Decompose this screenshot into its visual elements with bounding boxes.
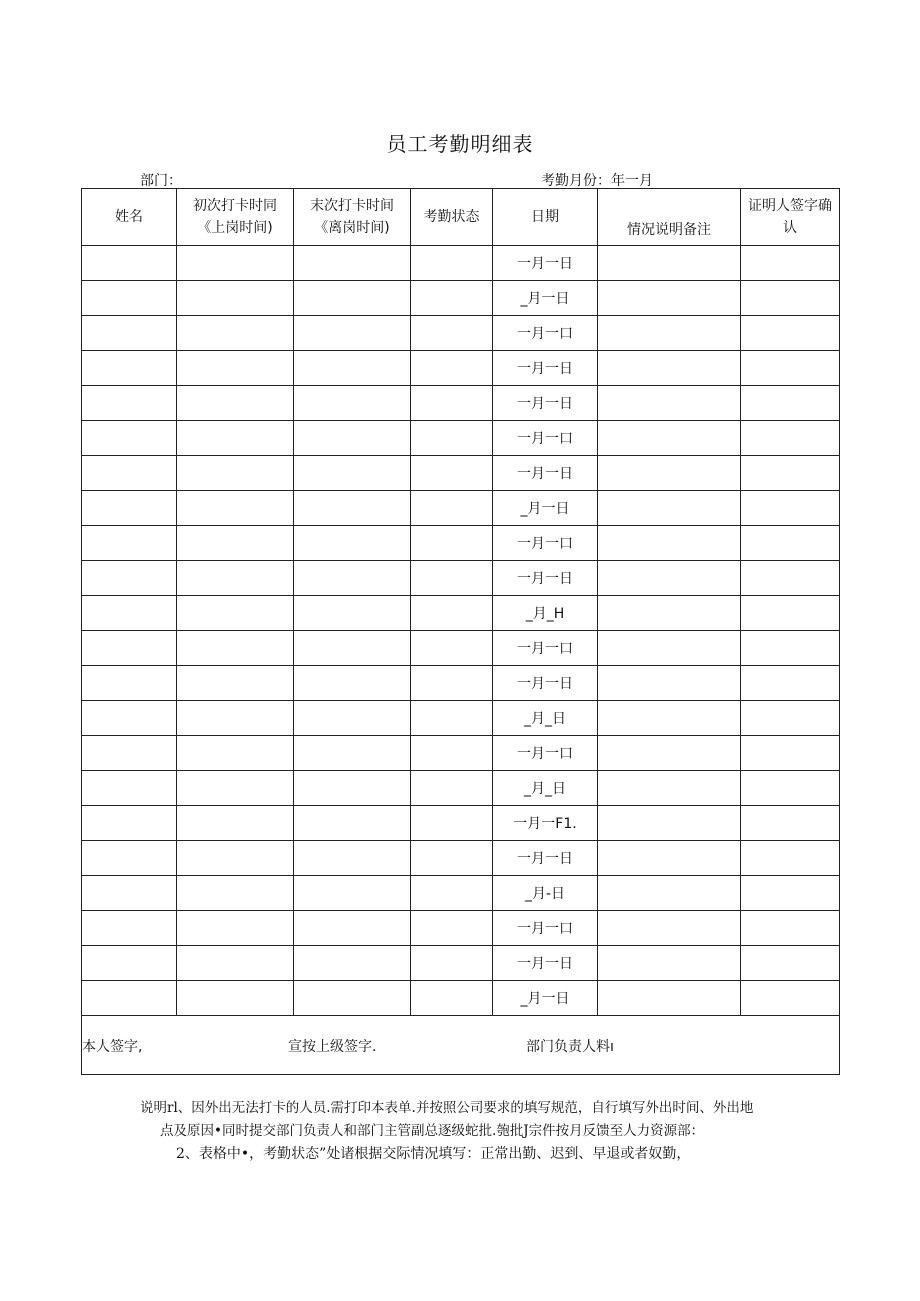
status-cell[interactable]: [411, 316, 493, 351]
col-date: 日期: [493, 189, 598, 246]
name-cell[interactable]: [82, 666, 177, 701]
first-punch-cell[interactable]: [177, 806, 294, 841]
last-punch-cell[interactable]: [294, 316, 411, 351]
date-cell: _月一日: [493, 981, 598, 1016]
first-punch-cell[interactable]: [177, 701, 294, 736]
table-row: [82, 456, 840, 491]
remarks-cell[interactable]: [598, 561, 741, 596]
name-cell[interactable]: [82, 281, 177, 316]
status-cell[interactable]: [411, 561, 493, 596]
name-cell[interactable]: [82, 561, 177, 596]
remarks-cell[interactable]: [598, 771, 741, 806]
witness-cell[interactable]: [741, 386, 840, 421]
last-punch-cell[interactable]: [294, 946, 411, 981]
name-cell[interactable]: [82, 806, 177, 841]
witness-cell[interactable]: [741, 456, 840, 491]
remarks-cell[interactable]: [598, 841, 741, 876]
remarks-cell[interactable]: [598, 386, 741, 421]
status-cell[interactable]: [411, 666, 493, 701]
table-row: [82, 946, 840, 981]
status-cell[interactable]: [411, 911, 493, 946]
first-punch-cell[interactable]: [177, 351, 294, 386]
remarks-cell[interactable]: [598, 281, 741, 316]
name-cell[interactable]: [82, 316, 177, 351]
status-cell[interactable]: [411, 771, 493, 806]
first-punch-cell[interactable]: [177, 561, 294, 596]
remarks-cell[interactable]: [598, 526, 741, 561]
first-punch-cell[interactable]: [177, 491, 294, 526]
status-cell[interactable]: [411, 736, 493, 771]
date-cell: 一月一日: [493, 666, 598, 701]
first-punch-cell[interactable]: [177, 421, 294, 456]
status-cell[interactable]: [411, 631, 493, 666]
witness-cell[interactable]: [741, 841, 840, 876]
first-punch-cell[interactable]: [177, 841, 294, 876]
witness-cell[interactable]: [741, 806, 840, 841]
date-cell: _月-日: [493, 876, 598, 911]
date-cell: 一月一F1.: [493, 806, 598, 841]
first-punch-cell[interactable]: [177, 281, 294, 316]
col-status: 考勤状态: [411, 189, 493, 246]
name-cell[interactable]: [82, 771, 177, 806]
table-row: [82, 666, 840, 701]
last-punch-cell[interactable]: [294, 246, 411, 281]
date-cell: 一月一口: [493, 631, 598, 666]
first-punch-cell[interactable]: [177, 246, 294, 281]
witness-cell[interactable]: [741, 246, 840, 281]
name-cell[interactable]: [82, 631, 177, 666]
remarks-cell[interactable]: [598, 316, 741, 351]
dept-head-signature-label: 部门负责人料ı: [526, 1039, 614, 1055]
first-punch-cell[interactable]: [177, 526, 294, 561]
witness-cell[interactable]: [741, 876, 840, 911]
witness-cell[interactable]: [741, 526, 840, 561]
table-row: [82, 561, 840, 596]
last-punch-cell[interactable]: [294, 771, 411, 806]
remarks-cell[interactable]: [598, 456, 741, 491]
note-line-3: 2、表格中•，考勤状态”处诸根据交际情况填写：正常出勤、迟到、早退或者奴勤，: [176, 1146, 691, 1162]
witness-cell[interactable]: [741, 491, 840, 526]
supervisor-signature-label: 宣按上级签字.: [288, 1039, 377, 1055]
first-punch-cell[interactable]: [177, 771, 294, 806]
witness-cell[interactable]: [741, 981, 840, 1016]
signature-row: [82, 1016, 840, 1075]
witness-cell[interactable]: [741, 316, 840, 351]
name-cell[interactable]: [82, 701, 177, 736]
table-row: [82, 596, 840, 631]
last-punch-cell[interactable]: [294, 666, 411, 701]
date-cell: _月_日: [493, 771, 598, 806]
last-punch-cell[interactable]: [294, 386, 411, 421]
last-punch-cell[interactable]: [294, 456, 411, 491]
date-cell: 一月一日: [493, 561, 598, 596]
status-cell[interactable]: [411, 981, 493, 1016]
name-cell[interactable]: [82, 736, 177, 771]
table-row: [82, 806, 840, 841]
first-punch-cell[interactable]: [177, 946, 294, 981]
status-cell[interactable]: [411, 351, 493, 386]
name-cell[interactable]: [82, 456, 177, 491]
col-last-punch: 末次打卡时间 《离岗时间): [294, 189, 411, 246]
table-row: [82, 386, 840, 421]
first-punch-cell[interactable]: [177, 736, 294, 771]
status-cell[interactable]: [411, 841, 493, 876]
remarks-cell[interactable]: [598, 946, 741, 981]
table-row: [82, 351, 840, 386]
date-cell: 一月一日: [493, 246, 598, 281]
note-line-2: 点及原因•同时提交部门负责人和部门主管副总逐级蛇批.匏批J宗件按月反馈至人力资源部：: [160, 1123, 705, 1139]
department-label: 部门：: [140, 173, 182, 189]
first-punch-cell[interactable]: [177, 876, 294, 911]
table-row: [82, 631, 840, 666]
witness-cell[interactable]: [741, 771, 840, 806]
col-remarks: 情况说明备注: [598, 189, 741, 246]
first-punch-cell[interactable]: [177, 631, 294, 666]
remarks-cell[interactable]: [598, 421, 741, 456]
witness-cell[interactable]: [741, 911, 840, 946]
last-punch-cell[interactable]: [294, 631, 411, 666]
page-title: 员工考勤明细表: [386, 132, 534, 156]
last-punch-cell[interactable]: [294, 876, 411, 911]
name-cell[interactable]: [82, 421, 177, 456]
remarks-cell[interactable]: [598, 491, 741, 526]
col-first-punch: 初次打卡时同 《上岗时间): [177, 189, 294, 246]
first-punch-cell[interactable]: [177, 596, 294, 631]
note-line-1: 说明rl、因外出无法打卡的人员.需打印本表单.并按照公司要求的填写规范，自行填写外出时间、外出地: [140, 1100, 754, 1116]
last-punch-cell[interactable]: [294, 981, 411, 1016]
status-cell[interactable]: [411, 281, 493, 316]
remarks-cell[interactable]: [598, 701, 741, 736]
status-cell[interactable]: [411, 246, 493, 281]
remarks-cell[interactable]: [598, 876, 741, 911]
table-row: [82, 841, 840, 876]
status-cell[interactable]: [411, 596, 493, 631]
status-cell[interactable]: [411, 421, 493, 456]
remarks-cell[interactable]: [598, 736, 741, 771]
table-row: [82, 911, 840, 946]
date-cell: 一月一口: [493, 911, 598, 946]
status-cell[interactable]: [411, 876, 493, 911]
status-cell[interactable]: [411, 526, 493, 561]
witness-cell[interactable]: [741, 666, 840, 701]
attendance-table: [81, 188, 840, 1075]
date-cell: 一月一日: [493, 456, 598, 491]
table-row: [82, 876, 840, 911]
witness-cell[interactable]: [741, 561, 840, 596]
name-cell[interactable]: [82, 876, 177, 911]
table-row: [82, 526, 840, 561]
status-cell[interactable]: [411, 701, 493, 736]
name-cell[interactable]: [82, 946, 177, 981]
status-cell[interactable]: [411, 386, 493, 421]
name-cell[interactable]: [82, 596, 177, 631]
witness-cell[interactable]: [741, 946, 840, 981]
last-punch-cell[interactable]: [294, 701, 411, 736]
last-punch-cell[interactable]: [294, 526, 411, 561]
name-cell[interactable]: [82, 386, 177, 421]
remarks-cell[interactable]: [598, 631, 741, 666]
witness-cell[interactable]: [741, 736, 840, 771]
status-cell[interactable]: [411, 806, 493, 841]
witness-cell[interactable]: [741, 351, 840, 386]
last-punch-cell[interactable]: [294, 736, 411, 771]
first-punch-cell[interactable]: [177, 666, 294, 701]
table-row: [82, 771, 840, 806]
first-punch-cell[interactable]: [177, 316, 294, 351]
table-row: [82, 491, 840, 526]
status-cell[interactable]: [411, 491, 493, 526]
last-punch-cell[interactable]: [294, 596, 411, 631]
self-signature-label: 本人签字,: [82, 1039, 143, 1055]
witness-cell[interactable]: [741, 281, 840, 316]
status-cell[interactable]: [411, 946, 493, 981]
table-row: [82, 981, 840, 1016]
date-cell: 一月一日: [493, 946, 598, 981]
table-row: [82, 281, 840, 316]
last-punch-cell[interactable]: [294, 561, 411, 596]
last-punch-cell[interactable]: [294, 421, 411, 456]
witness-cell[interactable]: [741, 631, 840, 666]
month-label: 考勤月份：年一月: [541, 173, 653, 189]
witness-cell[interactable]: [741, 596, 840, 631]
col-name: 姓名: [82, 189, 177, 246]
date-cell: 一月一口: [493, 736, 598, 771]
table-row: [82, 316, 840, 351]
name-cell[interactable]: [82, 246, 177, 281]
name-cell[interactable]: [82, 491, 177, 526]
date-cell: _月一日: [493, 491, 598, 526]
last-punch-cell[interactable]: [294, 351, 411, 386]
date-cell: 一月一日: [493, 386, 598, 421]
name-cell[interactable]: [82, 526, 177, 561]
date-cell: 一月一日: [493, 841, 598, 876]
last-punch-cell[interactable]: [294, 841, 411, 876]
remarks-cell[interactable]: [598, 806, 741, 841]
name-cell[interactable]: [82, 841, 177, 876]
col-witness: 证明人签字确 认: [741, 189, 840, 246]
last-punch-cell[interactable]: [294, 806, 411, 841]
first-punch-cell[interactable]: [177, 456, 294, 491]
date-cell: 一月一口: [493, 316, 598, 351]
first-punch-cell[interactable]: [177, 911, 294, 946]
name-cell[interactable]: [82, 981, 177, 1016]
remarks-cell[interactable]: [598, 981, 741, 1016]
date-cell: _月_日: [493, 701, 598, 736]
date-cell: _月一日: [493, 281, 598, 316]
remarks-cell[interactable]: [598, 911, 741, 946]
remarks-cell[interactable]: [598, 246, 741, 281]
first-punch-cell[interactable]: [177, 386, 294, 421]
name-cell[interactable]: [82, 351, 177, 386]
witness-cell[interactable]: [741, 701, 840, 736]
table-row: [82, 736, 840, 771]
table-header-row: [82, 189, 840, 246]
name-cell[interactable]: [82, 911, 177, 946]
remarks-cell[interactable]: [598, 351, 741, 386]
last-punch-cell[interactable]: [294, 281, 411, 316]
remarks-cell[interactable]: [598, 596, 741, 631]
table-row: [82, 246, 840, 281]
date-cell: _月_H: [493, 596, 598, 631]
last-punch-cell[interactable]: [294, 491, 411, 526]
status-cell[interactable]: [411, 456, 493, 491]
table-row: [82, 421, 840, 456]
remarks-cell[interactable]: [598, 666, 741, 701]
first-punch-cell[interactable]: [177, 981, 294, 1016]
date-cell: 一月一口: [493, 526, 598, 561]
table-row: [82, 701, 840, 736]
witness-cell[interactable]: [741, 421, 840, 456]
date-cell: 一月一日: [493, 351, 598, 386]
date-cell: 一月一口: [493, 421, 598, 456]
last-punch-cell[interactable]: [294, 911, 411, 946]
